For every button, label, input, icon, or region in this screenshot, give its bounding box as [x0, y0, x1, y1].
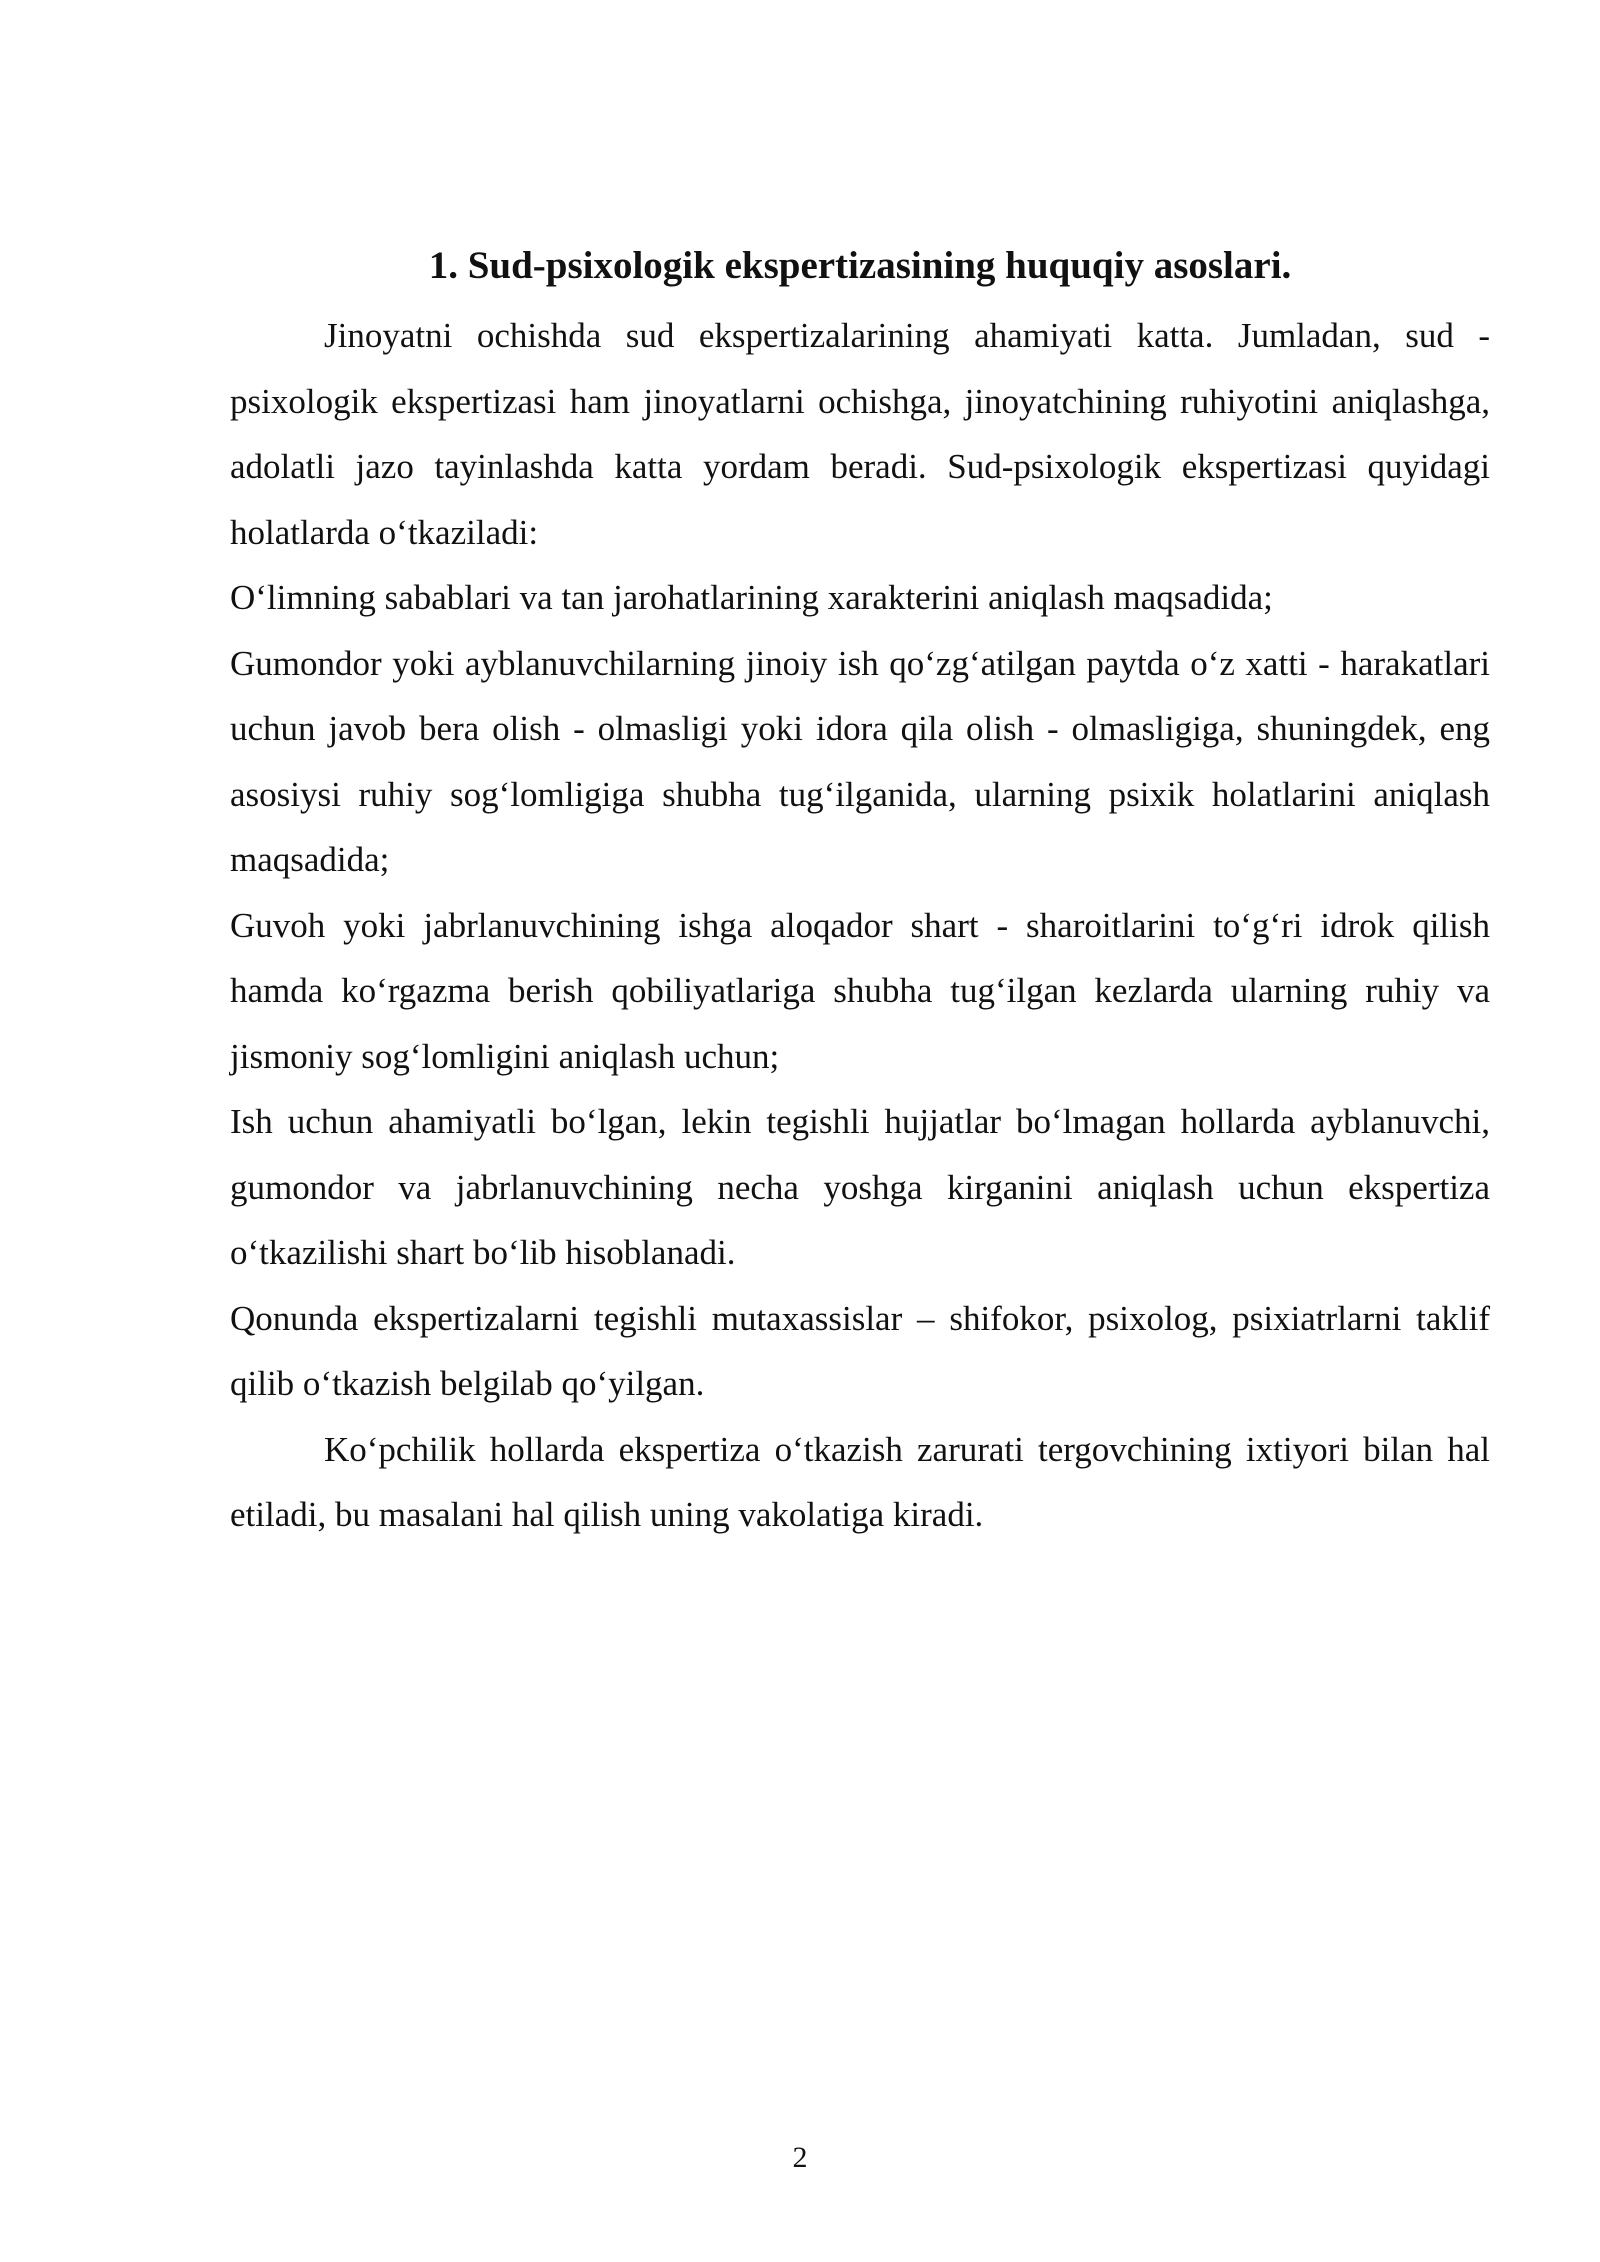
paragraph-intro: Jinoyatni ochishda sud ekspertizalarining ahamiyati katta. Jumladan, sud - psixologik ekspertizasi ham jinoyatlarni ochishga, jinoyatchining ruhiyotini aniqlashga, adolatli jazo tayinlashda katta yordam beradi. Sud-psixologik ekspertizasi quyidagi holatlarda o‘tkaziladi:	[230, 316, 1490, 552]
paragraph-law: Qonunda ekspertizalarni tegishli mutaxassislar – shifokor, psixolog, psixiatrlarni taklif qilib o‘tkazish belgilab qo‘yilgan.	[230, 1298, 1490, 1403]
paragraph-case-suspect: Gumondor yoki ayblanuvchilarning jinoiy ish qo‘zg‘atilgan paytda o‘z xatti - harakatlari uchun javob bera olish - olmasligi yoki idora qila olish - olmasligiga, shuningdek, eng asosiysi ruhiy sog‘lomligiga shubha tug‘ilganida, ularning psixik holatlarini aniqlash maqsadida;	[230, 643, 1490, 879]
paragraph-case-witness: Guvoh yoki jabrlanuvchining ishga aloqador shart - sharoitlarini to‘g‘ri idrok qilish hamda ko‘rgazma berish qobiliyatlariga shubha tug‘ilgan kezlarda ularning ruhiy va jismoniy sog‘lomligini aniqlash uchun;	[230, 905, 1490, 1076]
page-number: 2	[792, 2141, 808, 2174]
paragraph-conclusion: Ko‘pchilik hollarda ekspertiza o‘tkazish zarurati tergovchining ixtiyori bilan hal etiladi, bu masalani hal qilish uning vakolatiga kiradi.	[230, 1429, 1490, 1534]
paragraph-case-age: Ish uchun ahamiyatli bo‘lgan, lekin tegishli hujjatlar bo‘lmagan hollarda ayblanuvchi, gumondor va jabrlanuvchining necha yoshga kirganini aniqlash uchun ekspertiza o‘tkazilishi shart bo‘lib hisoblanadi.	[230, 1102, 1490, 1272]
document-body	[230, 303, 1490, 1548]
paragraph-case-death: O‘limning sabablari va tan jarohatlarining xarakterini aniqlash maqsadida;	[230, 578, 1273, 617]
section-heading: 1. Sud-psixologik ekspertizasining huquqiy asoslari.	[428, 244, 1292, 287]
